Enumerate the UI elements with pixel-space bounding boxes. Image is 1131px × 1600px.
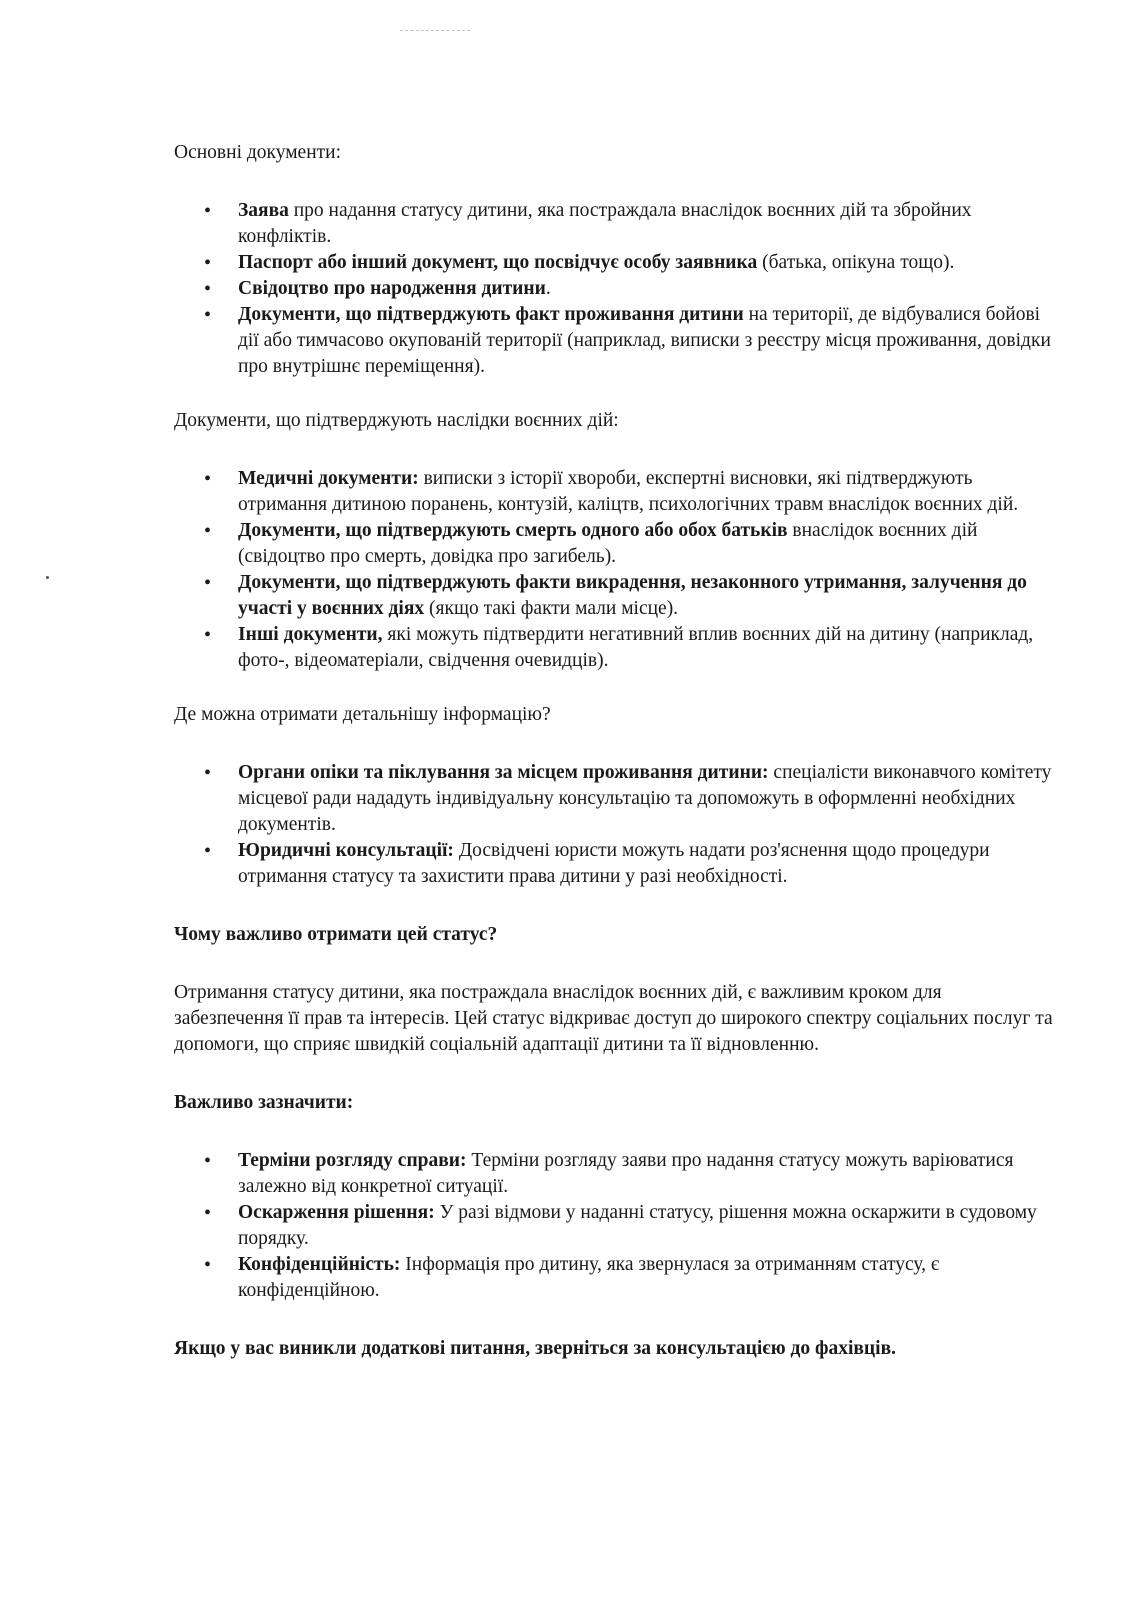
section-title-main-documents: Основні документи:	[174, 142, 342, 163]
item-text: спеціалісти виконавчого комітету місцевої ради нададуть індивідуальну консультацію та допоможуть в оформленні необхідних документів.	[238, 762, 1052, 835]
list-item	[174, 838, 1054, 890]
why-important-paragraph: Отримання статусу дитини, яка постраждала внаслідок воєнних дій, є важливим кроком для забезпечення її прав та інтересів. Цей статус відкриває доступ до широкого спектру соціальних послуг та допомоги, що сприяє швидкій соціальній адаптації дитини та її відновленню.	[174, 982, 1053, 1055]
consequences-list	[174, 466, 1054, 674]
item-bold-text: Заява	[238, 200, 289, 221]
list-item	[174, 250, 1054, 276]
item-text: (батька, опікуна тощо).	[757, 252, 955, 273]
document-page	[174, 140, 1054, 1362]
list-item	[174, 1200, 1054, 1252]
scan-speck	[46, 576, 49, 579]
item-text: У разі відмови у наданні статусу, рішення можна оскаржити в судовому порядку.	[238, 1202, 1037, 1249]
item-text: .	[545, 278, 551, 299]
item-bold-text: Документи, що підтверджують факт проживання дитини	[238, 304, 744, 325]
item-bold-text: Документи, що підтверджують смерть одного або обох батьків	[238, 520, 788, 541]
list-item	[174, 760, 1054, 838]
list-item	[174, 518, 1054, 570]
item-bold-text: Паспорт або інший документ, що посвідчує особу заявника	[238, 252, 758, 273]
main-documents-list	[174, 198, 1054, 380]
item-bold-text: Оскарження рішення:	[238, 1202, 435, 1223]
section-title-important-note: Важливо зазначити:	[174, 1092, 354, 1113]
item-text: (якщо такі факти мали місце).	[424, 598, 679, 619]
list-item	[174, 1252, 1054, 1304]
item-text: Інформація про дитину, яка звернулася за отриманням статусу, є конфіденційною.	[238, 1254, 940, 1301]
item-text: Досвідчені юристи можуть надати роз'яснення щодо процедури отримання статусу та захистити права дитини у разі необхідності.	[238, 840, 990, 887]
section-title-why-important: Чому важливо отримати цей статус?	[174, 924, 498, 945]
list-item	[174, 198, 1054, 250]
important-note-list	[174, 1148, 1054, 1304]
item-bold-text: Органи опіки та піклування за місцем проживання дитини:	[238, 762, 769, 783]
item-text: про надання статусу дитини, яка постраждала внаслідок воєнних дій та збройних конфліктів.	[238, 200, 972, 247]
item-bold-text: Медичні документи:	[238, 468, 419, 489]
section-title-consequences: Документи, що підтверджують наслідки воєнних дій:	[174, 410, 619, 431]
list-item	[174, 622, 1054, 674]
item-text: Терміни розгляду заяви про надання статусу можуть варіюватися залежно від конкретної ситуації.	[238, 1150, 1014, 1197]
item-bold-text: Документи, що підтверджують факти викрадення, незаконного утримання, залучення до участі у воєнних діях	[238, 572, 1027, 619]
item-bold-text: Свідоцтво про народження дитини	[238, 278, 546, 299]
item-bold-text: Терміни розгляду справи:	[238, 1150, 467, 1171]
list-item	[174, 1148, 1054, 1200]
item-bold-text: Конфіденційність:	[238, 1254, 401, 1275]
list-item	[174, 276, 1054, 302]
item-text: на території, де відбувалися бойові дії або тимчасово окупованій території (наприклад, виписки з реєстру місця проживання, довідки про внутрішнє переміщення).	[238, 304, 1051, 377]
item-text: які можуть підтвердити негативний вплив воєнних дій на дитину (наприклад, фото-, відеоматеріали, свідчення очевидців).	[238, 624, 1034, 671]
footer-note: Якщо у вас виникли додаткові питання, зверніться за консультацією до фахівців.	[174, 1338, 896, 1359]
item-text: виписки з історії хвороби, експертні висновки, які підтверджують отримання дитиною поранень, контузій, каліцтв, психологічних травм внаслідок воєнних дій.	[238, 468, 1019, 515]
more-info-list	[174, 760, 1054, 890]
list-item	[174, 466, 1054, 518]
scan-artifact	[400, 30, 470, 33]
section-title-more-info: Де можна отримати детальнішу інформацію?	[174, 704, 551, 725]
list-item	[174, 570, 1054, 622]
item-text: внаслідок воєнних дій (свідоцтво про смерть, довідка про загибель).	[238, 520, 978, 567]
item-bold-text: Юридичні консультації:	[238, 840, 454, 861]
list-item	[174, 302, 1054, 380]
item-bold-text: Інші документи,	[238, 624, 383, 645]
